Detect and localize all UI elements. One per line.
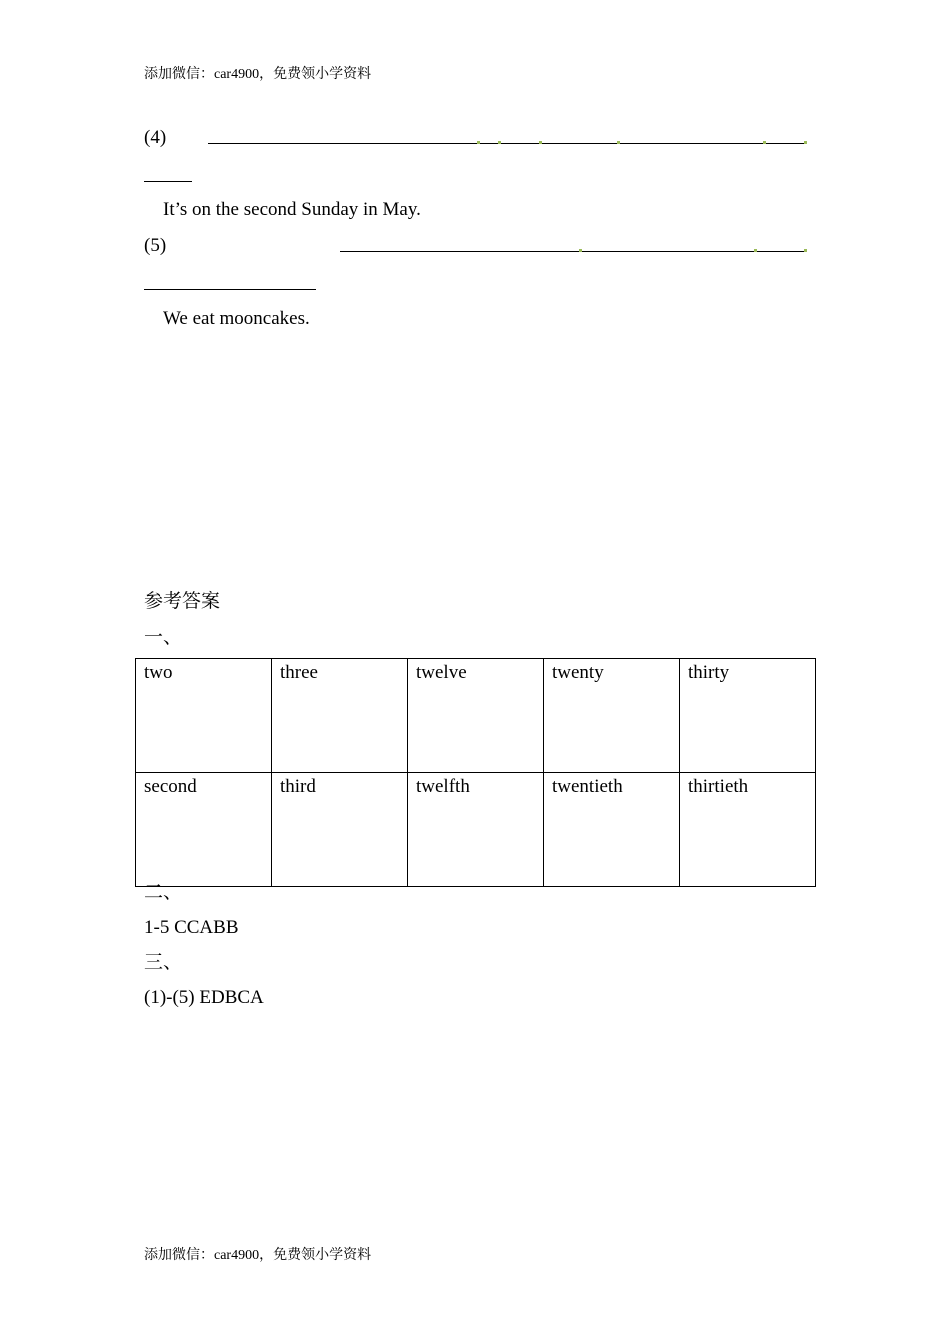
table-cell: three [272,659,408,773]
table-row [136,659,816,773]
table-cell: twelve [408,659,544,773]
page-header: 添加微信：car4900，免费领小学资料 [144,67,372,82]
question-4-answer: It’s on the second Sunday in May. [163,199,421,220]
blank-marker [617,141,620,144]
page-footer: 添加微信：car4900，免费领小学资料 [144,1248,372,1263]
blank-marker [498,141,501,144]
table-cell: two [136,659,272,773]
question-4-blank-line-1[interactable] [208,143,806,144]
blank-marker [804,141,807,144]
blank-marker [754,249,757,252]
section-2-label: 二、 [144,882,183,903]
table-cell: twenty [544,659,680,773]
table-cell: thirty [680,659,816,773]
table-cell: twentieth [544,773,680,887]
table-cell: second [136,773,272,887]
section-1-label: 一、 [144,627,183,648]
blank-marker [579,249,582,252]
answer-key-title: 参考答案 [144,591,221,612]
blank-marker [477,141,480,144]
section-3-answer: (1)-(5) EDBCA [144,987,264,1008]
answer-table [135,658,816,887]
question-5-blank-line-1[interactable] [340,251,806,252]
blank-marker [804,249,807,252]
question-5-number: (5) [144,235,167,256]
question-5-blank-line-2[interactable] [144,289,316,290]
blank-marker [763,141,766,144]
table-cell: twelfth [408,773,544,887]
table-cell: third [272,773,408,887]
question-4-blank-line-2[interactable] [144,181,192,182]
table-row [136,773,816,887]
question-4-number: (4) [144,127,167,148]
table-cell: thirtieth [680,773,816,887]
section-2-answer: 1-5 CCABB [144,917,239,938]
blank-marker [539,141,542,144]
question-5-answer: We eat mooncakes. [163,308,310,329]
section-3-label: 三、 [144,952,183,973]
